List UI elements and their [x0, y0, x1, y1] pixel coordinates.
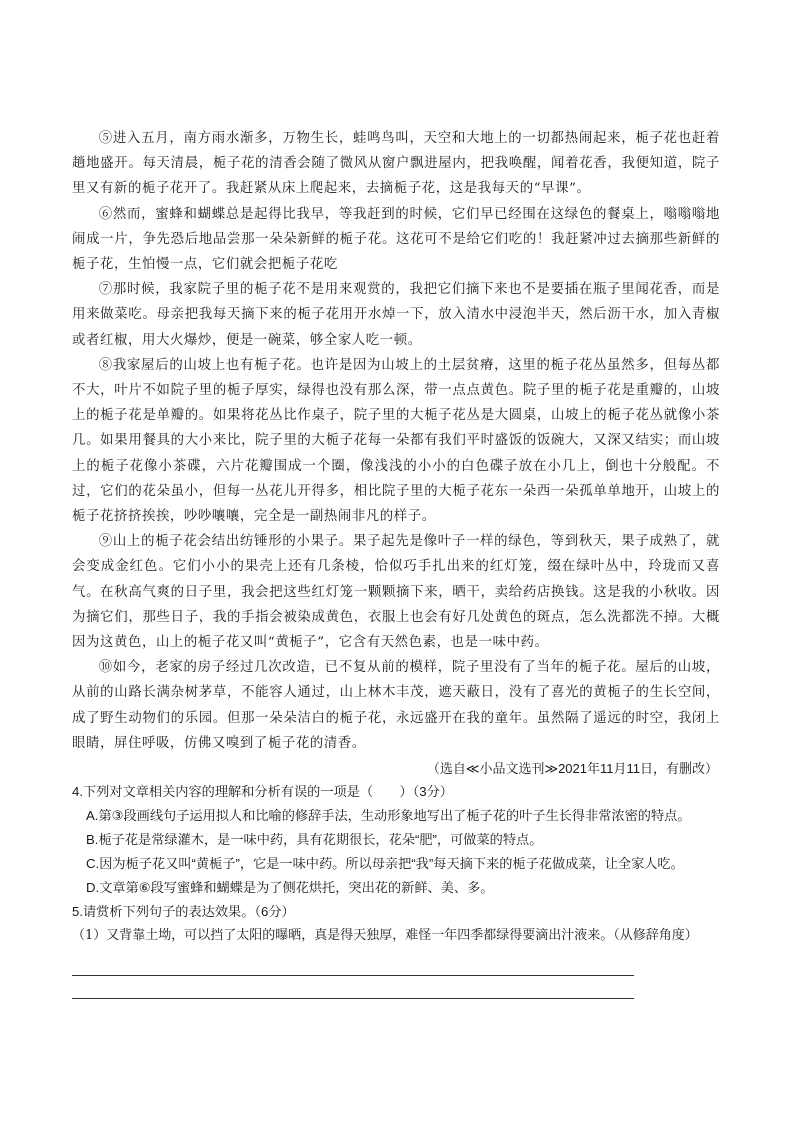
question-5 [72, 900, 720, 999]
question-stem: 4.下列对文章相关内容的理解和分析有误的一项是（ ）（3分） [72, 784, 453, 800]
option-a: A.第③段画线句子运用拟人和比喻的修辞手法，生动形象地写出了栀子花的叶子生长得非常浓密的特点。 [86, 808, 691, 824]
question-4 [72, 780, 720, 900]
article-source: （选自≪小品文选刊≫2021年11月11日，有删改） [426, 761, 718, 777]
option-d: D.文章第⑥段写蜜蜂和蝴蝶是为了侧花烘托，突出花的新鲜、美、多。 [86, 880, 494, 896]
option-c: C.因为栀子花又叫“黄栀子”，它是一味中药。所以母亲把“我”每天摘下来的栀子花做成菜，让全家人吃。 [86, 856, 684, 872]
paragraph-8: ⑧我家屋后的山坡上也有栀子花。也许是因为山坡上的土层贫瘠，这里的栀子花丛虽然多，但每丛都不大，叶片不如院子里的栀子厚实，绿得也没有那么深，带一点点黄色。院子里的栀子花是重瓣的，山坡上的栀子花是单瓣的。如果将花丛比作桌子，院子里的大栀子花丛是大圆桌，山坡上的栀子花丛就像小茶几。如果用餐具的大小来比，院子里的大栀子花每一朵都有我们平时盛饭的饭碗大，又深又结实；而山坡上的栀子花像小茶碟，六片花瓣围成一个圈，像浅浅的小小的白色碟子放在小几上，倒也十分般配。不过，它们的花朵虽小，但每一丛花儿开得多，相比院子里的大栀子花东一朵西一朵孤单单地开，山坡上的栀子花挤挤挨挨，吵吵嚷嚷，完全是一副热闹非凡的样子。 [72, 357, 720, 525]
answer-line[interactable] [72, 998, 634, 999]
paragraph-7: ⑦那时候，我家院子里的栀子花不是用来观赏的，我把它们摘下来也不是要插在瓶子里闻花香，而是用来做菜吃。母亲把我每天摘下来的栀子花用开水焯一下，放入清水中浸泡半天，然后沥干水，加入青椒或者红椒，用大火爆炒，便是一碗菜，够全家人吃一顿。 [72, 282, 720, 348]
paragraph-5: ⑤进入五月，南方雨水渐多，万物生长，蛙鸣鸟叫，天空和大地上的一切都热闹起来，栀子花也赶着趟地盛开。每天清晨，栀子花的清香会随了微风从窗户飘进屋内，把我唤醒，闻着花香，我便知道，院子里又有新的栀子花开了。我赶紧从床上爬起来，去摘栀子花，这是我每天的“早课”。 [72, 131, 720, 197]
question-stem: 5.请赏析下列句子的表达效果。（6分） [72, 904, 295, 920]
paragraph-9: ⑨山上的栀子花会结出纺锤形的小果子。果子起先是像叶子一样的绿色，等到秋天，果子成熟了，就会变成金红色。它们小小的果壳上还有几条棱，恰似巧手扎出来的红灯笼，缀在绿叶丛中，玲珑而又喜气。在秋高气爽的日子里，我会把这些红灯笼一颗颗摘下来，晒干，卖给药店换钱。这是我的小秋收。因为摘它们，那些日子，我的手指会被染成黄色，衣服上也会有好几处黄色的斑点，怎么洗都洗不掉。大概因为这黄色，山上的栀子花又叫“黄栀子”，它含有天然色素，也是一味中药。 [72, 534, 720, 651]
answer-line[interactable] [72, 975, 634, 976]
sub-question-1: （1）又背靠土坳，可以挡了太阳的曝晒，真是得天独厚，难怪一年四季都绿得要滴出汁液来。（从修辞角度） [72, 928, 698, 944]
paragraph-10: ⑩如今，老家的房子经过几次改造，已不复从前的模样，院子里没有了当年的栀子花。屋后的山坡，从前的山路长满杂树茅草，不能容人通过，山上林木丰茂，遮天蔽日，没有了喜光的黄栀子的生长空间，成了野生动物们的乐园。但那一朵朵洁白的栀子花，永远盛开在我的童年。虽然隔了遥远的时空，我闭上眼睛，屏住呼吸，仿佛又嗅到了栀子花的清香。 [72, 660, 720, 751]
paragraph-6: ⑥然而，蜜蜂和蝴蝶总是起得比我早，等我赶到的时候，它们早已经围在这绿色的餐桌上，嗡嗡嗡地闹成一片，争先恐后地品尝那一朵朵新鲜的栀子花。这花可不是给它们吃的！我赶紧冲过去摘那些新鲜的栀子花，生怕慢一点，它们就会把栀子花吃 [72, 206, 720, 273]
option-b: B.栀子花是常绿灌木，是一味中药，具有花期很长，花朵“肥”，可做菜的特点。 [86, 832, 543, 848]
article-body [72, 126, 720, 780]
